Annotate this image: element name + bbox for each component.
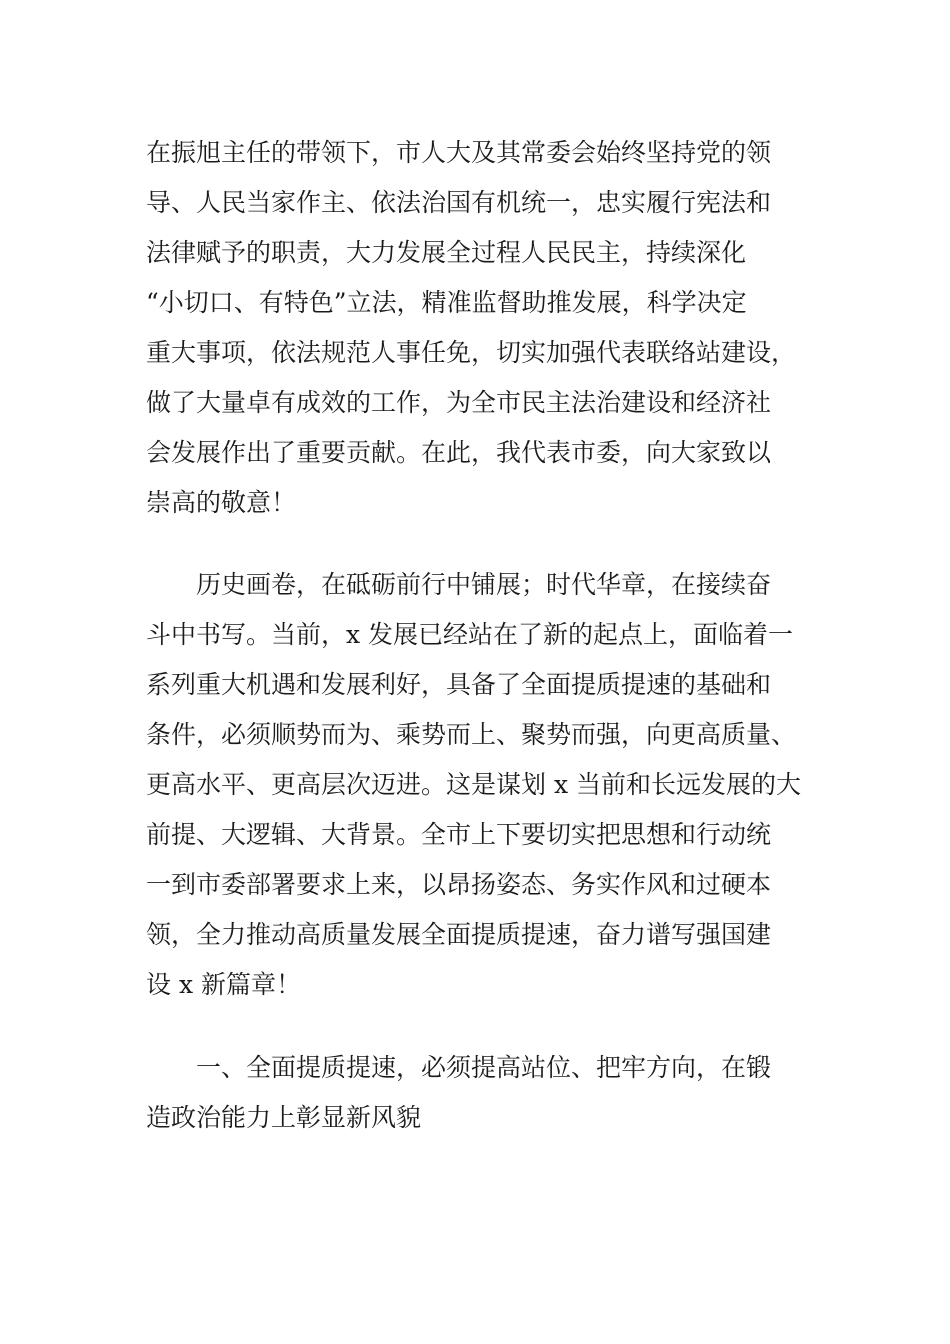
text-line: 条件，必须顺势而为、乘势而上、聚势而强，向更高质量、 bbox=[146, 720, 797, 749]
section-heading bbox=[146, 1043, 806, 1143]
text-line: 重大事项，依法规范人事任免，切实加强代表联络站建设， bbox=[146, 338, 797, 367]
text-line: 前提、大逻辑、大背景。全市上下要切实把思想和行动统 bbox=[146, 820, 772, 849]
paragraph-1 bbox=[146, 128, 806, 528]
text-line: 斗中书写。当前，x 发展已经站在了新的起点上，面临着一 bbox=[146, 620, 794, 649]
text-line: 在振旭主任的带领下，市人大及其常委会始终坚持党的领 bbox=[146, 138, 772, 167]
text-line: 一到市委部署要求上来，以昂扬姿态、务实作风和过硬本 bbox=[146, 870, 772, 899]
paragraph-2 bbox=[146, 560, 806, 1010]
text-line: 设 x 新篇章！ bbox=[146, 970, 301, 999]
text-line: 历史画卷，在砥砺前行中铺展；时代华章，在接续奋 bbox=[196, 570, 772, 599]
text-line: 系列重大机遇和发展利好，具备了全面提质提速的基础和 bbox=[146, 670, 772, 699]
text-line: “小切口、有特色”立法，精准监督助推发展，科学决定 bbox=[146, 288, 747, 317]
heading-line: 造政治能力上彰显新风貌 bbox=[146, 1103, 422, 1132]
text-line: 崇高的敬意！ bbox=[146, 488, 297, 517]
text-line: 做了大量卓有成效的工作，为全市民主法治建设和经济社 bbox=[146, 388, 772, 417]
text-line: 法律赋予的职责，大力发展全过程人民民主，持续深化 bbox=[146, 238, 747, 267]
heading-line: 一、全面提质提速，必须提高站位、把牢方向，在锻 bbox=[196, 1053, 772, 1082]
text-line: 领，全力推动高质量发展全面提质提速，奋力谱写强国建 bbox=[146, 920, 772, 949]
text-line: 更高水平、更高层次迈进。这是谋划 x 当前和长远发展的大 bbox=[146, 770, 801, 799]
text-line: 导、人民当家作主、依法治国有机统一，忠实履行宪法和 bbox=[146, 188, 772, 217]
text-line: 会发展作出了重要贡献。在此，我代表市委，向大家致以 bbox=[146, 438, 772, 467]
